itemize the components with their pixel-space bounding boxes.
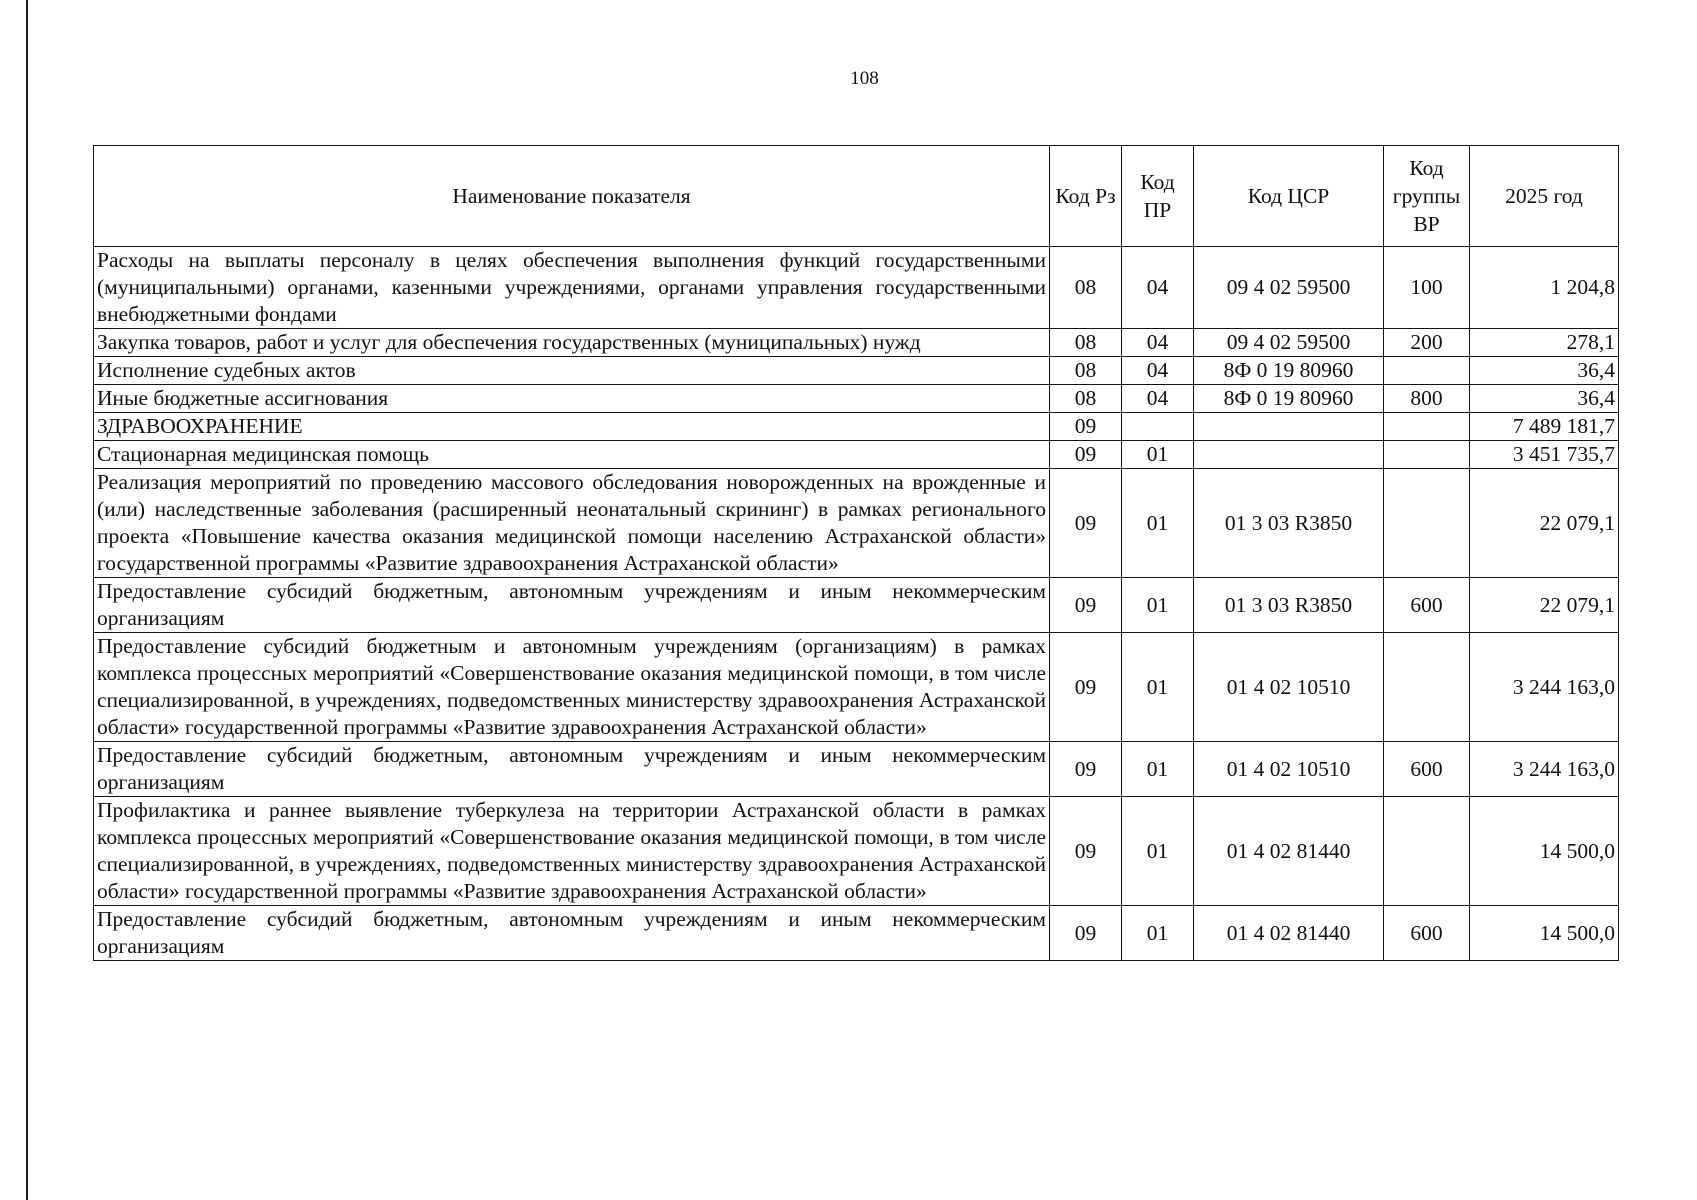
row-vr: 600 bbox=[1384, 578, 1470, 633]
row-vr bbox=[1384, 633, 1470, 742]
row-rz: 08 bbox=[1050, 357, 1122, 385]
row-amount: 278,1 bbox=[1470, 329, 1619, 357]
row-csr: 01 4 02 81440 bbox=[1194, 797, 1384, 906]
row-vr bbox=[1384, 357, 1470, 385]
header-rz: Код Рз bbox=[1050, 146, 1122, 247]
row-pr: 04 bbox=[1122, 247, 1194, 329]
table-row bbox=[94, 413, 1619, 441]
row-pr: 01 bbox=[1122, 797, 1194, 906]
row-name: Профилактика и раннее выявление туберкулеза на территории Астраханской области в рамках комплекса процессных мероприятий «Совершенствование оказания медицинской помощи, в том числе специализированной, в учреждениях, подведомственных министерству здравоохранения Астраханской области» государственной программы «Развитие здравоохранения Астраханской области» bbox=[94, 797, 1050, 906]
row-name: Иные бюджетные ассигнования bbox=[94, 385, 1050, 413]
table-row bbox=[94, 441, 1619, 469]
row-csr: 09 4 02 59500 bbox=[1194, 247, 1384, 329]
row-csr: 01 4 02 81440 bbox=[1194, 906, 1384, 961]
page-number: 108 bbox=[850, 68, 879, 89]
row-csr: 01 3 03 R3850 bbox=[1194, 469, 1384, 578]
row-pr bbox=[1122, 413, 1194, 441]
header-name: Наименование показателя bbox=[94, 146, 1050, 247]
row-vr: 600 bbox=[1384, 906, 1470, 961]
row-name: Закупка товаров, работ и услуг для обеспечения государственных (муниципальных) нужд bbox=[94, 329, 1050, 357]
table-row bbox=[94, 469, 1619, 578]
row-pr: 01 bbox=[1122, 441, 1194, 469]
row-name: ЗДРАВООХРАНЕНИЕ bbox=[94, 413, 1050, 441]
row-name: Стационарная медицинская помощь bbox=[94, 441, 1050, 469]
table-row bbox=[94, 385, 1619, 413]
row-csr: 01 4 02 10510 bbox=[1194, 633, 1384, 742]
row-amount: 3 244 163,0 bbox=[1470, 742, 1619, 797]
budget-table bbox=[93, 145, 1619, 961]
row-csr: 8Ф 0 19 80960 bbox=[1194, 385, 1384, 413]
header-pr: Код ПР bbox=[1122, 146, 1194, 247]
row-pr: 01 bbox=[1122, 742, 1194, 797]
row-pr: 04 bbox=[1122, 329, 1194, 357]
row-rz: 09 bbox=[1050, 797, 1122, 906]
row-rz: 09 bbox=[1050, 441, 1122, 469]
row-rz: 09 bbox=[1050, 469, 1122, 578]
row-name: Предоставление субсидий бюджетным, автономным учреждениям и иным некоммерческим организациям bbox=[94, 906, 1050, 961]
row-amount: 14 500,0 bbox=[1470, 797, 1619, 906]
row-amount: 36,4 bbox=[1470, 385, 1619, 413]
row-vr bbox=[1384, 797, 1470, 906]
row-name: Реализация мероприятий по проведению массового обследования новорожденных на врожденные и (или) наследственные заболевания (расширенный неонатальный скрининг) в рамках регионального проекта «Повышение качества оказания медицинской помощи населению Астраханской области» государственной программы «Развитие здравоохранения Астраханской области» bbox=[94, 469, 1050, 578]
row-amount: 22 079,1 bbox=[1470, 469, 1619, 578]
table-row bbox=[94, 906, 1619, 961]
row-rz: 09 bbox=[1050, 906, 1122, 961]
row-vr: 600 bbox=[1384, 742, 1470, 797]
row-csr: 01 4 02 10510 bbox=[1194, 742, 1384, 797]
row-pr: 01 bbox=[1122, 906, 1194, 961]
row-csr bbox=[1194, 441, 1384, 469]
scan-edge-line bbox=[26, 0, 28, 1200]
row-vr bbox=[1384, 441, 1470, 469]
row-vr: 200 bbox=[1384, 329, 1470, 357]
row-rz: 08 bbox=[1050, 329, 1122, 357]
row-pr: 04 bbox=[1122, 385, 1194, 413]
table-row bbox=[94, 633, 1619, 742]
header-csr: Код ЦСР bbox=[1194, 146, 1384, 247]
table-row bbox=[94, 357, 1619, 385]
row-amount: 1 204,8 bbox=[1470, 247, 1619, 329]
row-pr: 01 bbox=[1122, 469, 1194, 578]
row-vr bbox=[1384, 413, 1470, 441]
header-vr: Код группы ВР bbox=[1384, 146, 1470, 247]
row-pr: 04 bbox=[1122, 357, 1194, 385]
row-rz: 09 bbox=[1050, 742, 1122, 797]
row-name: Предоставление субсидий бюджетным и автономным учреждениям (организациям) в рамках комплекса процессных мероприятий «Совершенствование оказания медицинской помощи, в том числе специализированной, в учреждениях, подведомственных министерству здравоохранения Астраханской области» государственной программы «Развитие здравоохранения Астраханской области» bbox=[94, 633, 1050, 742]
row-amount: 3 244 163,0 bbox=[1470, 633, 1619, 742]
table-row bbox=[94, 742, 1619, 797]
row-csr: 09 4 02 59500 bbox=[1194, 329, 1384, 357]
row-rz: 08 bbox=[1050, 247, 1122, 329]
row-amount: 14 500,0 bbox=[1470, 906, 1619, 961]
row-name: Предоставление субсидий бюджетным, автономным учреждениям и иным некоммерческим организациям bbox=[94, 578, 1050, 633]
row-name: Исполнение судебных актов bbox=[94, 357, 1050, 385]
row-pr: 01 bbox=[1122, 633, 1194, 742]
table-row bbox=[94, 578, 1619, 633]
row-pr: 01 bbox=[1122, 578, 1194, 633]
row-name: Предоставление субсидий бюджетным, автономным учреждениям и иным некоммерческим организациям bbox=[94, 742, 1050, 797]
table-header-row bbox=[94, 146, 1619, 247]
table-row bbox=[94, 797, 1619, 906]
row-rz: 08 bbox=[1050, 385, 1122, 413]
row-vr: 100 bbox=[1384, 247, 1470, 329]
header-year: 2025 год bbox=[1470, 146, 1619, 247]
row-vr: 800 bbox=[1384, 385, 1470, 413]
row-csr bbox=[1194, 413, 1384, 441]
row-amount: 22 079,1 bbox=[1470, 578, 1619, 633]
row-rz: 09 bbox=[1050, 633, 1122, 742]
row-csr: 8Ф 0 19 80960 bbox=[1194, 357, 1384, 385]
row-amount: 36,4 bbox=[1470, 357, 1619, 385]
row-vr bbox=[1384, 469, 1470, 578]
row-rz: 09 bbox=[1050, 578, 1122, 633]
table-row bbox=[94, 329, 1619, 357]
row-csr: 01 3 03 R3850 bbox=[1194, 578, 1384, 633]
table-row bbox=[94, 247, 1619, 329]
row-amount: 7 489 181,7 bbox=[1470, 413, 1619, 441]
row-name: Расходы на выплаты персоналу в целях обеспечения выполнения функций государственными (муниципальными) органами, казенными учреждениями, органами управления государственными внебюджетными фондами bbox=[94, 247, 1050, 329]
row-amount: 3 451 735,7 bbox=[1470, 441, 1619, 469]
row-rz: 09 bbox=[1050, 413, 1122, 441]
